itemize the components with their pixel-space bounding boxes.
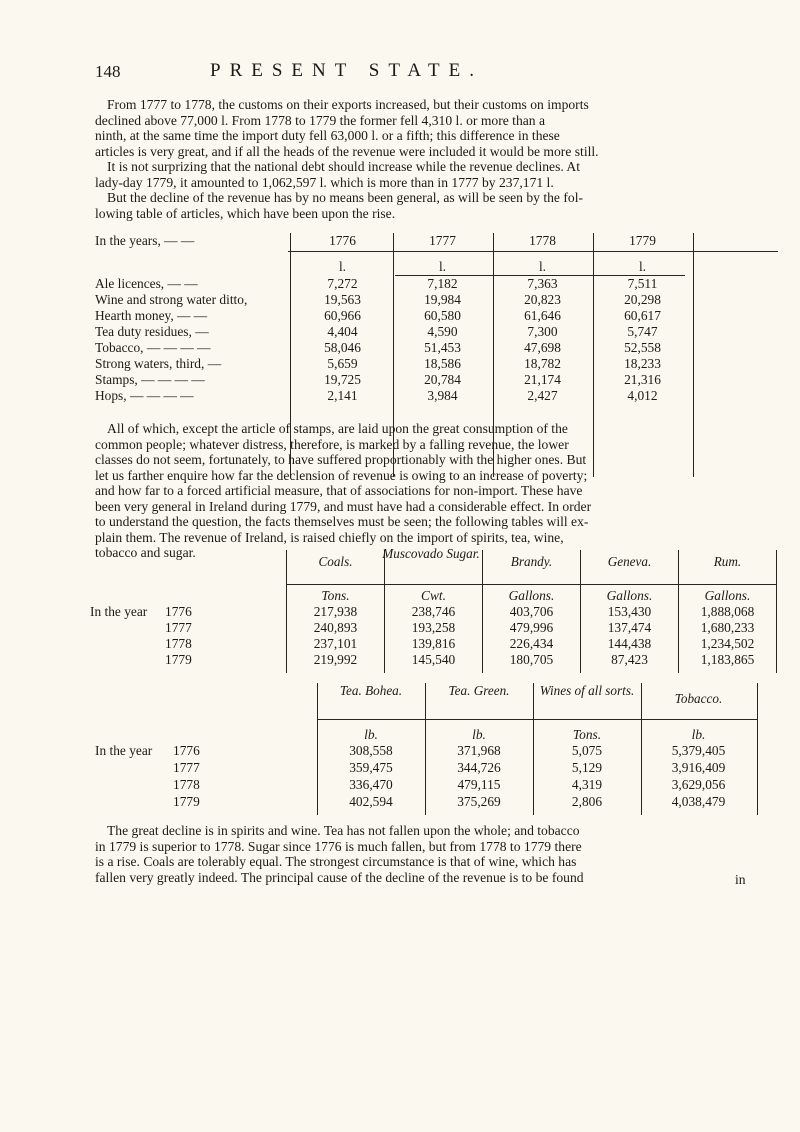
text-line: From 1777 to 1778, the customs on their exports increased, but their customs on imports [107, 97, 589, 112]
page-number: 148 [95, 62, 121, 81]
row-header: In the years, — — [95, 233, 195, 248]
cell: 336,470 [349, 777, 393, 792]
column-rule [757, 683, 758, 815]
cell: 5,659 [327, 356, 358, 371]
cell: 7,300 [527, 324, 558, 339]
running-head: PRESENT STATE. [210, 60, 483, 81]
row-label: Ale licences, — — [95, 276, 198, 291]
text-line: is a rise. Coals are tolerably equal. The strongest circumstance is that of wine, which has [95, 854, 577, 869]
cell: 19,984 [424, 292, 461, 307]
cell: 1,183,865 [700, 652, 755, 667]
catchword: in [735, 872, 746, 887]
cell: 4,319 [571, 777, 603, 792]
cell: 52,558 [624, 340, 661, 355]
cell: 20,823 [524, 292, 561, 307]
cell: 344,726 [457, 760, 501, 775]
unit-label: Gallons. [704, 588, 751, 603]
cell: 18,233 [624, 356, 661, 371]
cell: 1,234,502 [700, 636, 755, 651]
text-line: tobacco and sugar. [95, 545, 196, 560]
unit-label: l. [338, 259, 347, 274]
paragraph-1 [95, 97, 785, 221]
header-rule [317, 719, 757, 720]
cell: 60,966 [324, 308, 361, 323]
cell: 5,379,405 [671, 743, 726, 758]
cell: 21,316 [624, 372, 661, 387]
cell: 1,888,068 [700, 604, 755, 619]
cell: 7,272 [327, 276, 358, 291]
year-label: 1778 [173, 777, 200, 792]
cell: 2,141 [327, 388, 358, 403]
cell: 18,586 [424, 356, 461, 371]
cell: 193,258 [411, 620, 456, 635]
cell: 5,747 [627, 324, 658, 339]
text-line: lady-day 1779, it amounted to 1,062,597 l. which is more than in 1777 by 237,171 l. [95, 174, 554, 190]
cell: 5,075 [571, 743, 603, 758]
cell: 403,706 [509, 604, 554, 619]
cell: 4,012 [627, 388, 658, 403]
header-rule [286, 584, 776, 585]
cell: 217,938 [313, 604, 358, 619]
cell: 21,174 [524, 372, 561, 387]
row-label: In the year [90, 604, 148, 619]
cell: 180,705 [509, 652, 554, 667]
cell: 19,563 [324, 292, 361, 307]
unit-label: Tons. [321, 588, 350, 603]
year-label: 1777 [165, 620, 192, 635]
cell: 308,558 [349, 743, 393, 758]
cell: 18,782 [524, 356, 561, 371]
column-header: Coals. [318, 554, 353, 569]
row-label: Tea duty residues, — [95, 324, 209, 339]
cell: 139,816 [411, 636, 456, 651]
cell: 1,680,233 [700, 620, 755, 635]
cell: 47,698 [524, 340, 561, 355]
text-line: fallen very greatly indeed. The principal cause of the decline of the revenue is to be found [95, 869, 584, 885]
column-header: Tea. Bohea. [339, 683, 403, 698]
cell: 19,725 [324, 372, 361, 387]
cell: 240,893 [313, 620, 358, 635]
row-label: Wine and strong water ditto, [95, 292, 248, 307]
text-line: classes do not seem, fortunately, to have suffered proportionably with the higher ones. But [95, 452, 587, 467]
row-label: Stamps, — — — — [95, 372, 205, 387]
imports-table-1 [90, 546, 790, 675]
cell: 3,629,056 [671, 777, 726, 792]
unit-label: Gallons. [606, 588, 653, 603]
header-rule [288, 251, 778, 252]
year-label: 1779 [173, 794, 200, 809]
column-header: Muscovado Sugar. [382, 546, 480, 561]
cell: 226,434 [509, 636, 554, 651]
text-line: been very general in Ireland during 1779, and must have had a considerable effect. In order [95, 498, 592, 514]
cell: 51,453 [424, 340, 461, 355]
cell: 4,404 [327, 324, 358, 339]
cell: 7,363 [527, 276, 558, 291]
row-label: Strong waters, third, — [95, 356, 222, 371]
column-header: Wines of all sorts. [539, 683, 635, 698]
cell: 219,992 [313, 652, 358, 667]
cell: 371,968 [457, 743, 501, 758]
year-label: 1777 [173, 760, 200, 775]
cell: 20,298 [624, 292, 661, 307]
unit-label: l. [638, 259, 647, 274]
cell: 7,511 [627, 276, 658, 291]
unit-label: lb. [472, 727, 486, 742]
cell: 137,474 [607, 620, 652, 635]
cell: 4,590 [427, 324, 458, 339]
cell: 402,594 [349, 794, 393, 809]
unit-label: Cwt. [421, 588, 446, 603]
cell: 153,430 [607, 604, 652, 619]
cell: 145,540 [411, 652, 456, 667]
cell: 237,101 [313, 636, 358, 651]
unit-label: lb. [364, 727, 378, 742]
text-line: All of which, except the article of stamps, are laid upon the great consumption of the [107, 421, 568, 436]
column-header: Rum. [713, 554, 742, 569]
column-header: Tobacco. [674, 691, 723, 706]
text-line: It is not surprizing that the national debt should increase while the revenue declines. At [107, 159, 581, 174]
cell: 479,996 [509, 620, 554, 635]
imports-table-2 [95, 683, 795, 818]
row-label: Tobacco, — — — — [95, 340, 211, 355]
year-label: 1776 [173, 743, 200, 758]
text-line: plain them. The revenue of Ireland, is raised chiefly on the import of spirits, tea, wine, [95, 529, 564, 545]
cell: 375,269 [457, 794, 501, 809]
cell: 3,984 [427, 388, 458, 403]
unit-label: lb. [691, 727, 706, 742]
cell: 20,784 [424, 372, 461, 387]
cell: 3,916,409 [671, 760, 726, 775]
column-header: Geneva. [607, 554, 652, 569]
cell: 2,806 [571, 794, 603, 809]
year-label: 1778 [165, 636, 192, 651]
cell: 60,580 [424, 308, 461, 323]
year-header: 1779 [629, 233, 656, 248]
year-label: 1776 [165, 604, 192, 619]
row-label: In the year [95, 743, 153, 758]
unit-label: l. [538, 259, 547, 274]
text-line: in 1779 is superior to 1778. Sugar since 1776 is much fallen, but from 1778 to 1779 there [95, 838, 582, 854]
column-header: Brandy. [510, 554, 553, 569]
cell: 87,423 [611, 652, 648, 667]
cell: 359,475 [349, 760, 393, 775]
cell: 58,046 [324, 340, 361, 355]
row-label: Hops, — — — — [95, 388, 194, 403]
text-line: The great decline is in spirits and wine. Tea has not fallen upon the whole; and tobacco [107, 823, 580, 838]
text-line: common people; whatever distress, therefore, is marked by a falling revenue, the lower [95, 436, 569, 452]
text-line: lowing table of articles, which have been upon the rise. [95, 205, 396, 221]
unit-label: l. [438, 259, 447, 274]
year-header: 1778 [529, 233, 556, 248]
text-line: to understand the question, the facts themselves must be seen; the following tables will ex- [95, 514, 589, 529]
cell: 60,617 [624, 308, 661, 323]
cell: 61,646 [524, 308, 561, 323]
row-label: Hearth money, — — [95, 308, 208, 323]
text-line: articles is very great, and if all the heads of the revenue were included it would be more still. [95, 143, 599, 159]
paragraph-3 [95, 823, 785, 885]
text-line: declined above 77,000 l. From 1778 to 1779 the former fell 4,310 l. or more than a [95, 112, 546, 128]
cell: 5,129 [571, 760, 603, 775]
year-label: 1779 [165, 652, 192, 667]
paragraph-2 [95, 421, 785, 561]
text-line: let us farther enquire how far the declension of revenue is owing to an increase of poverty; [95, 467, 588, 483]
text-line: But the decline of the revenue has by no means been general, as will be seen by the fol- [107, 190, 583, 205]
page-header [95, 60, 745, 90]
text-line: ninth, at the same time the import duty fell 63,000 l. or a fifth; this difference in these [95, 128, 560, 143]
cell: 238,746 [411, 604, 456, 619]
cell: 479,115 [457, 777, 501, 792]
cell: 144,438 [607, 636, 652, 651]
unit-label: Tons. [572, 727, 602, 742]
unit-label: Gallons. [508, 588, 555, 603]
cell: 4,038,479 [671, 794, 726, 809]
cell: 2,427 [527, 388, 558, 403]
year-header: 1776 [329, 233, 356, 248]
text-line: and how far to a forced artificial measure, that of associations for non-import. These have [95, 483, 583, 498]
column-header: Tea. Green. [448, 683, 510, 698]
cell: 7,182 [427, 276, 458, 291]
year-header: 1777 [429, 233, 456, 248]
